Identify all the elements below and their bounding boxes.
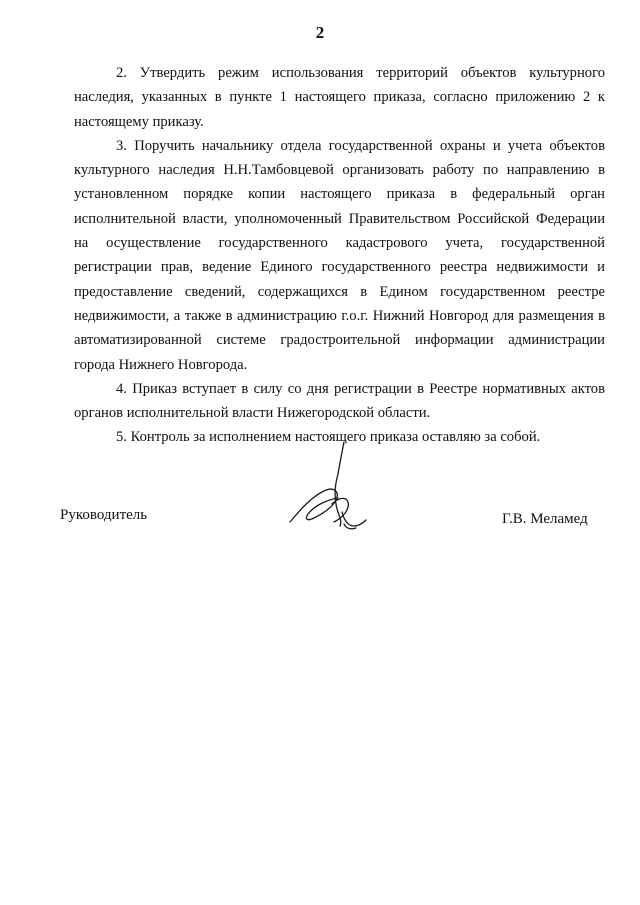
paragraph-5: 5. Контроль за исполнением настоящего приказа оставляю за собой. bbox=[116, 429, 541, 446]
signer-name: Г.В. Меламед bbox=[502, 511, 588, 527]
document-body bbox=[74, 61, 605, 450]
signer-title: Руководитель bbox=[60, 507, 148, 523]
paragraph-2: 2. Утвердить режим использования территорий объектов культурного наследия, указанных в пункте 1 настоящего приказа, согласно приложению 2 к настоящему приказу. bbox=[74, 65, 605, 130]
handwritten-signature-icon bbox=[282, 440, 382, 540]
paragraph-4: 4. Приказ вступает в силу со дня регистрации в Реестре нормативных актов органов исполнительной власти Нижегородской области. bbox=[74, 380, 605, 422]
page-number: 2 bbox=[315, 23, 325, 42]
paragraph-3: 3. Поручить начальнику отдела государственной охраны и учета объектов культурного наследия Н.Н.Тамбовцевой организовать работу по направлению в установленном порядке копии настоящего приказа в федеральный орган исполнительной власти, уполномоченный Правительством Российской Федерации на осуществление государственного кадастрового учета, государственной регистрации прав, ведение Единого государственного реестра недвижимости и предоставление сведений, содержащихся в Едином государственном реестре недвижимости, а также в администрацию г.о.г. Нижний Новгород для размещения в автоматизированной системе градостроительной информации администрации города Нижнего Новгорода. bbox=[74, 137, 605, 373]
